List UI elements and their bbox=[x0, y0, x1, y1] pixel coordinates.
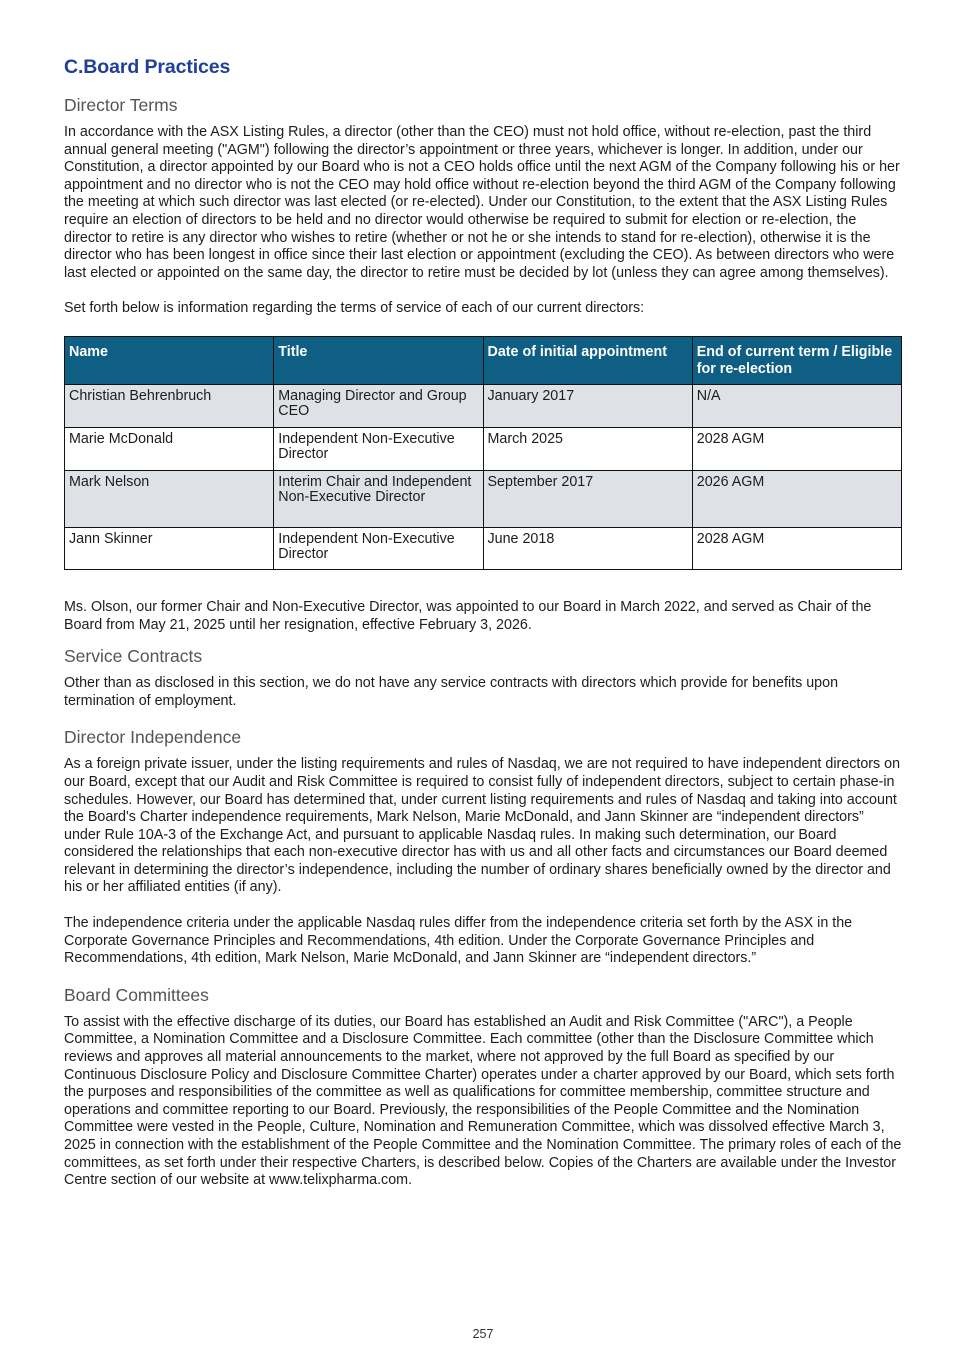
director-independence-paragraph-2: The independence criteria under the applicable Nasdaq rules differ from the independence criteria set forth by the ASX in the Corporate Governance Principles and Recommendations, 4th edition. Under the Corporate Governance Principles and Recommendations, 4th edition, Mark Nelson, Marie McDonald, and Jann Skinner are “independent directors.” bbox=[64, 915, 853, 967]
table-cell: June 2018 bbox=[483, 527, 692, 569]
director-terms-paragraph-2: Set forth below is information regarding the terms of service of each of our current directors: bbox=[64, 300, 645, 317]
table-cell: 2028 AGM bbox=[692, 427, 901, 470]
director-terms-heading: Director Terms bbox=[64, 95, 178, 115]
board-committees-paragraph: To assist with the effective discharge of its duties, our Board has established an Audit and Risk Committee ("ARC"), a People Committee, a Nomination Committee and a Disclosure Committee. Each committee (other than the Disclosure Committee which reviews and approves all material announcements to the market, where not approved by the full Board as specified by our Continuous Disclosure Policy and Disclosure Committee Charter) operates under a charter approved by our Board, which sets forth the purposes and responsibilities of the committee as well as qualifications for committee membership, committee structure and operations and committee reporting to our Board. Previously, the responsibilities of the People Committee and the Nomination Committee were vested in the People, Culture, Nomination and Remuneration Committee, which was dissolved effective March 3, 2025 in connection with the establishment of the People Committee and the Nomination Committee. The primary roles of each of the committees, as set forth under their respective Charters, is described below. Copies of the Charters are available under the Investor Centre section of our website at www.telixpharma.com. bbox=[64, 1013, 902, 1189]
column-header-title: Title bbox=[274, 336, 483, 384]
table-row bbox=[65, 427, 902, 470]
table-cell: 2028 AGM bbox=[692, 527, 901, 569]
column-header-date: Date of initial appointment bbox=[483, 336, 692, 384]
table-cell: September 2017 bbox=[483, 470, 692, 527]
table-row bbox=[65, 384, 902, 427]
table-cell: Mark Nelson bbox=[65, 470, 274, 527]
board-committees-heading: Board Committees bbox=[64, 984, 209, 1005]
table-row bbox=[65, 470, 902, 527]
table-cell: 2026 AGM bbox=[692, 470, 901, 527]
table-row bbox=[65, 527, 902, 569]
service-contracts-heading: Service Contracts bbox=[64, 646, 203, 667]
table-cell: March 2025 bbox=[483, 427, 692, 470]
table-cell: Independent Non-Executive Director bbox=[274, 527, 483, 569]
column-header-name: Name bbox=[65, 336, 274, 384]
director-independence-heading: Director Independence bbox=[64, 727, 242, 748]
service-contracts-paragraph: Other than as disclosed in this section, we do not have any service contracts with directors which provide for benefits upon termination of employment. bbox=[64, 675, 839, 709]
director-independence-paragraph-1: As a foreign private issuer, under the listing requirements and rules of Nasdaq, we are not required to have independent directors on our Board, except that our Audit and Risk Committee is required to consist fully of independent directors, subject to certain phase-in schedules. However, our Board has determined that, under current listing requirements and rules of Nasdaq and taking into account the Board's Charter independence requirements, Mark Nelson, Marie McDonald, and Jann Skinner are “independent directors” under Rule 10A-3 of the Exchange Act, and pursuant to applicable Nasdaq rules. In making such determination, our Board considered the relationships that each non-executive director has with us and all other facts and circumstances our Board deemed relevant in determining the director’s independence, including the number of ordinary shares beneficially owned by the director and his or her affiliated entities (if any). bbox=[64, 756, 901, 896]
table-header-row bbox=[65, 336, 902, 384]
table-cell: January 2017 bbox=[483, 384, 692, 427]
table-cell: Jann Skinner bbox=[65, 527, 274, 569]
director-terms-paragraph-1: In accordance with the ASX Listing Rules, a director (other than the CEO) must not hold office, without re-election, past the third annual general meeting ("AGM") following the director’s appointment or three years, whichever is longer. In addition, under our Constitution, a director appointed by our Board who is not a CEO holds office until the next AGM of the Company following his or her appointment and no director who is not the CEO may hold office without re-election beyond the third AGM of the Company following the meeting at which such director was last elected (or re-elected). Under our Constitution, to the extent that the ASX Listing Rules require an election of directors to be held and no director would otherwise be required to submit for election or re-election, the director to retire is any director who wishes to retire (whether or not he or she intends to stand for re-election), otherwise it is the director who has been longest in office since their last election or appointment (excluding the CEO). As between directors who were last elected or appointed on the same day, the director to retire must be decided by lot (unless they can agree among themselves). bbox=[64, 124, 900, 281]
table-cell: N/A bbox=[692, 384, 901, 427]
table-cell: Christian Behrenbruch bbox=[65, 384, 274, 427]
table-cell: Managing Director and Group CEO bbox=[274, 384, 483, 427]
table-cell: Interim Chair and Independent Non-Executive Director bbox=[274, 470, 483, 527]
table-cell: Independent Non-Executive Director bbox=[274, 427, 483, 470]
page-content bbox=[64, 56, 902, 1190]
section-title: C.Board Practices bbox=[64, 56, 231, 78]
page-number: 257 bbox=[472, 1327, 494, 1341]
column-header-term: End of current term / Eligible for re-election bbox=[692, 336, 901, 384]
table-cell: Marie McDonald bbox=[65, 427, 274, 470]
directors-table bbox=[64, 336, 902, 570]
former-chair-paragraph: Ms. Olson, our former Chair and Non-Executive Director, was appointed to our Board in March 2022, and served as Chair of the Board from May 21, 2025 until her resignation, effective February 3, 2026. bbox=[64, 598, 872, 633]
